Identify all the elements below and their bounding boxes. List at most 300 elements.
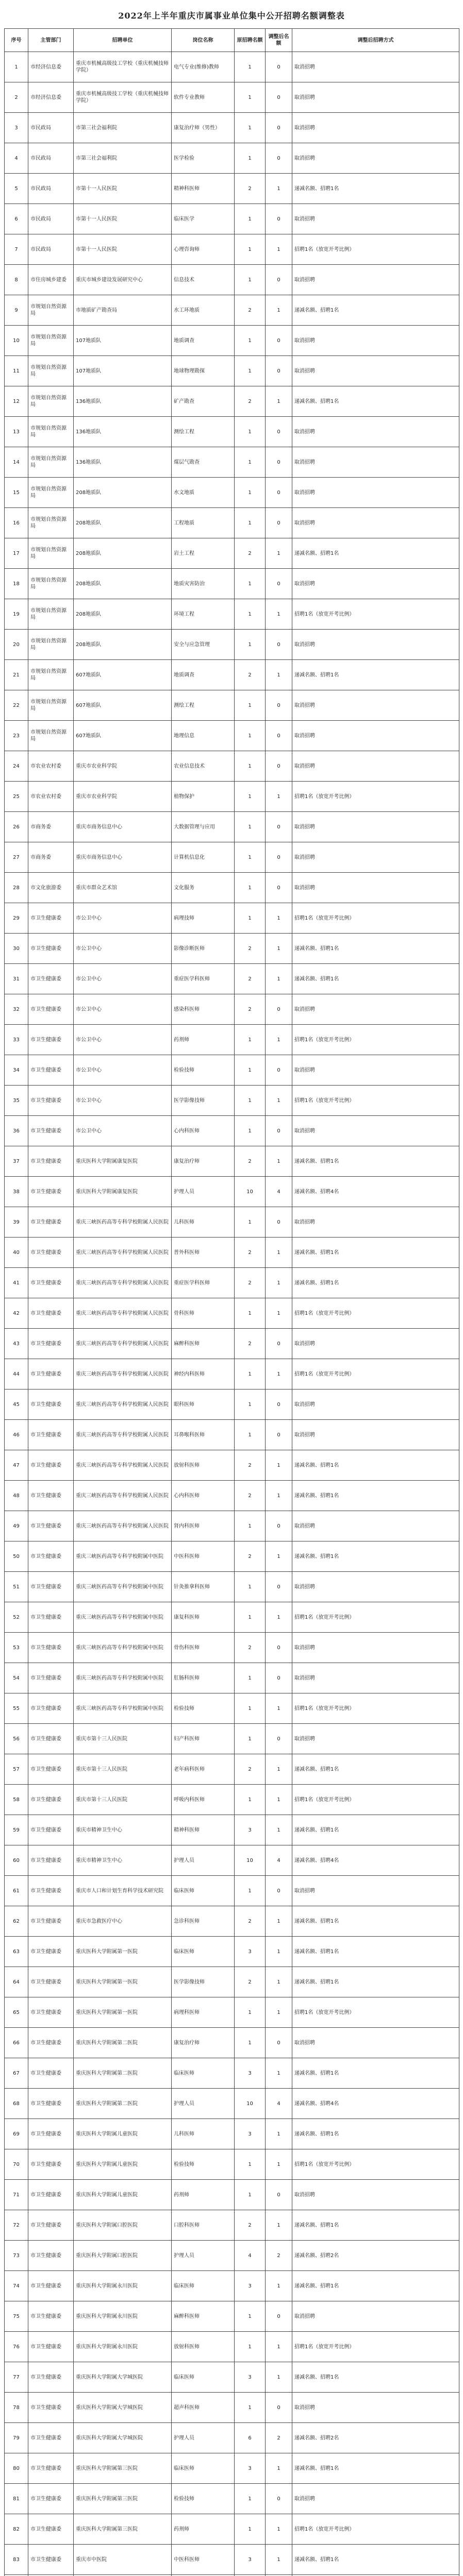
- post-name-cell: 麻醉科医师: [172, 2301, 235, 2332]
- adjusted-quota-cell: 0: [266, 1055, 292, 1086]
- department-cell: 市卫生健康委: [28, 1268, 74, 1298]
- original-quota-cell: 2: [235, 1450, 266, 1481]
- original-quota-cell: 1: [235, 2149, 266, 2180]
- original-quota-cell: 1: [235, 1876, 266, 1906]
- recruiting-unit-cell: 重庆医科大学附属大学城医院: [74, 2393, 172, 2423]
- row-number-cell: 17: [5, 538, 28, 569]
- adjusted-method-cell: 招聘1名（放宽开考比例）: [292, 599, 459, 630]
- recruiting-unit-cell: 市第十一人民医院: [74, 234, 172, 265]
- table-row: [5, 1450, 459, 1481]
- department-cell: 市卫生健康委: [28, 1086, 74, 1116]
- adjusted-quota-cell: 1: [266, 1754, 292, 1785]
- post-name-cell: 临床医师: [172, 1876, 235, 1906]
- adjusted-method-cell: 取消招聘: [292, 1663, 459, 1693]
- post-name-cell: 计算机信息化: [172, 842, 235, 873]
- adjusted-method-cell: 取消招聘: [292, 1055, 459, 1086]
- row-number-cell: 79: [5, 2423, 28, 2453]
- post-name-cell: 普外科医师: [172, 1238, 235, 1268]
- department-cell: 市规划自然资源局: [28, 417, 74, 447]
- original-quota-cell: 1: [235, 782, 266, 812]
- original-quota-cell: 3: [235, 2453, 266, 2484]
- table-row: [5, 417, 459, 447]
- adjusted-quota-cell: 1: [266, 2271, 292, 2301]
- row-number-cell: 3: [5, 113, 28, 143]
- recruiting-unit-cell: 重庆三峡医药高等专科学校附属中医院: [74, 1541, 172, 1572]
- table-row: [5, 1177, 459, 1207]
- adjusted-method-cell: 递减名额、招聘1名: [292, 1754, 459, 1785]
- adjusted-quota-cell: 4: [266, 1845, 292, 1876]
- department-cell: 市卫生健康委: [28, 1207, 74, 1238]
- adjusted-method-cell: 招聘1名（放宽开考比例）: [292, 903, 459, 934]
- adjusted-quota-cell: 1: [266, 599, 292, 630]
- table-row: [5, 1633, 459, 1663]
- recruiting-unit-cell: 重庆医科大学附属永川医院: [74, 2332, 172, 2362]
- row-number-cell: 9: [5, 295, 28, 326]
- table-row: [5, 356, 459, 386]
- table-row: [5, 143, 459, 174]
- post-name-cell: 心理咨询师: [172, 234, 235, 265]
- adjusted-quota-cell: 1: [266, 234, 292, 265]
- row-number-cell: 32: [5, 994, 28, 1025]
- adjusted-quota-cell: 0: [266, 751, 292, 782]
- adjusted-quota-cell: 1: [266, 1997, 292, 2028]
- department-cell: 市卫生健康委: [28, 1541, 74, 1572]
- department-cell: 市卫生健康委: [28, 1572, 74, 1602]
- table-row: [5, 2058, 459, 2089]
- adjusted-method-cell: 取消招聘: [292, 1329, 459, 1359]
- department-cell: 市卫生健康委: [28, 1450, 74, 1481]
- recruiting-unit-cell: 重庆三峡医药高等专科学校附属中医院: [74, 1693, 172, 1724]
- post-name-cell: 医学检验: [172, 143, 235, 174]
- department-cell: 市卫生健康委: [28, 1025, 74, 1055]
- adjusted-quota-cell: 1: [266, 1693, 292, 1724]
- department-cell: 市卫生健康委: [28, 1602, 74, 1633]
- row-number-cell: 29: [5, 903, 28, 934]
- adjusted-quota-cell: 0: [266, 2301, 292, 2332]
- row-number-cell: 53: [5, 1633, 28, 1663]
- original-quota-cell: 1: [235, 2484, 266, 2514]
- row-number-cell: 5: [5, 174, 28, 204]
- table-row: [5, 1785, 459, 1815]
- department-cell: 市卫生健康委: [28, 1389, 74, 1420]
- adjusted-method-cell: 取消招聘: [292, 873, 459, 903]
- row-number-cell: 75: [5, 2301, 28, 2332]
- header-cell: 主管部门: [28, 29, 74, 52]
- recruiting-unit-cell: 208地质队: [74, 508, 172, 538]
- recruiting-unit-cell: 重庆市第十三人民医院: [74, 1754, 172, 1785]
- row-number-cell: 48: [5, 1481, 28, 1511]
- row-number-cell: 65: [5, 1997, 28, 2028]
- department-cell: 市卫生健康委: [28, 1511, 74, 1541]
- adjusted-quota-cell: 1: [266, 1359, 292, 1389]
- original-quota-cell: 1: [235, 417, 266, 447]
- recruiting-unit-cell: 市公卫中心: [74, 1025, 172, 1055]
- row-number-cell: 21: [5, 660, 28, 690]
- adjusted-method-cell: 招聘1名（放宽开考比例）: [292, 234, 459, 265]
- adjusted-method-cell: 递减名额、招聘1名: [292, 1146, 459, 1177]
- department-cell: 市卫生健康委: [28, 2393, 74, 2423]
- post-name-cell: 康复治疗师（男性）: [172, 113, 235, 143]
- row-number-cell: 37: [5, 1146, 28, 1177]
- department-cell: 市规划自然资源局: [28, 447, 74, 478]
- row-number-cell: 15: [5, 478, 28, 508]
- adjusted-quota-cell: 1: [266, 2362, 292, 2393]
- table-row: [5, 1724, 459, 1754]
- original-quota-cell: 2: [235, 1238, 266, 1268]
- table-row: [5, 2393, 459, 2423]
- row-number-cell: 6: [5, 204, 28, 234]
- post-name-cell: 岩土工程: [172, 538, 235, 569]
- department-cell: 市商务委: [28, 842, 74, 873]
- department-cell: 市卫生健康委: [28, 1146, 74, 1177]
- table-row: [5, 873, 459, 903]
- recruiting-unit-cell: 重庆三峡医药高等专科学校附属人民医院: [74, 1511, 172, 1541]
- department-cell: 市规划自然资源局: [28, 295, 74, 326]
- adjusted-quota-cell: 0: [266, 52, 292, 82]
- adjusted-method-cell: 招聘1名（放宽开考比例）: [292, 1785, 459, 1815]
- adjusted-quota-cell: 0: [266, 873, 292, 903]
- table-row: [5, 1845, 459, 1876]
- row-number-cell: 8: [5, 265, 28, 295]
- department-cell: 市卫生健康委: [28, 1815, 74, 1845]
- table-row: [5, 295, 459, 326]
- row-number-cell: 1: [5, 52, 28, 82]
- table-row: [5, 538, 459, 569]
- adjusted-quota-cell: 1: [266, 2545, 292, 2575]
- recruiting-unit-cell: 重庆市农业科学院: [74, 782, 172, 812]
- post-name-cell: 骨科医师: [172, 1298, 235, 1329]
- original-quota-cell: 1: [235, 842, 266, 873]
- table-row: [5, 2332, 459, 2362]
- post-name-cell: 环境工程: [172, 599, 235, 630]
- row-number-cell: 71: [5, 2180, 28, 2210]
- table-row: [5, 1511, 459, 1541]
- table-row: [5, 2545, 459, 2575]
- post-name-cell: 文化服务: [172, 873, 235, 903]
- adjusted-quota-cell: 0: [266, 630, 292, 660]
- original-quota-cell: 1: [235, 1511, 266, 1541]
- adjusted-quota-cell: 0: [266, 721, 292, 751]
- adjusted-quota-cell: 4: [266, 1177, 292, 1207]
- original-quota-cell: 1: [235, 873, 266, 903]
- row-number-cell: 31: [5, 964, 28, 994]
- adjusted-quota-cell: 1: [266, 295, 292, 326]
- department-cell: 市卫生健康委: [28, 1906, 74, 1937]
- table-row: [5, 2149, 459, 2180]
- recruiting-unit-cell: 208地质队: [74, 630, 172, 660]
- post-name-cell: 临床医师: [172, 2058, 235, 2089]
- adjusted-quota-cell: 1: [266, 782, 292, 812]
- original-quota-cell: 1: [235, 478, 266, 508]
- table-row: [5, 994, 459, 1025]
- adjusted-quota-cell: 0: [266, 113, 292, 143]
- original-quota-cell: 2: [235, 2210, 266, 2241]
- post-name-cell: 中医科医师: [172, 1541, 235, 1572]
- original-quota-cell: 2: [235, 1906, 266, 1937]
- adjusted-method-cell: 招聘1名（放宽开考比例）: [292, 1359, 459, 1389]
- adjusted-method-cell: 递减名额、招聘1名: [292, 964, 459, 994]
- adjusted-method-cell: 递减名额、招聘1名: [292, 2271, 459, 2301]
- adjusted-quota-cell: 0: [266, 690, 292, 721]
- department-cell: 市规划自然资源局: [28, 508, 74, 538]
- table-row: [5, 2514, 459, 2545]
- header-cell: 岗位名称: [172, 29, 235, 52]
- row-number-cell: 64: [5, 1967, 28, 1997]
- table-row: [5, 1025, 459, 1055]
- table-row: [5, 1663, 459, 1693]
- adjusted-method-cell: 取消招聘: [292, 204, 459, 234]
- department-cell: 市经济信息委: [28, 82, 74, 113]
- recruiting-unit-cell: 重庆三峡医药高等专科学校附属人民医院: [74, 1389, 172, 1420]
- recruiting-unit-cell: 重庆医科大学附属口腔医院: [74, 2241, 172, 2271]
- original-quota-cell: 2: [235, 964, 266, 994]
- table-row: [5, 2453, 459, 2484]
- adjusted-method-cell: 取消招聘: [292, 721, 459, 751]
- adjusted-quota-cell: 0: [266, 1116, 292, 1146]
- post-name-cell: 检验技师: [172, 2149, 235, 2180]
- original-quota-cell: 1: [235, 721, 266, 751]
- department-cell: 市卫生健康委: [28, 2089, 74, 2119]
- recruiting-unit-cell: 重庆医科大学附属第二医院: [74, 2058, 172, 2089]
- recruiting-unit-cell: 重庆医科大学附属第二医院: [74, 2028, 172, 2058]
- header-cell: 调整后名额: [266, 29, 292, 52]
- post-name-cell: 护理人员: [172, 1845, 235, 1876]
- recruiting-unit-cell: 208地质队: [74, 538, 172, 569]
- row-number-cell: 30: [5, 934, 28, 964]
- original-quota-cell: 1: [235, 204, 266, 234]
- adjusted-quota-cell: 1: [266, 1450, 292, 1481]
- recruiting-unit-cell: 重庆市人口和计划生育科学技术研究院: [74, 1876, 172, 1906]
- adjustment-table: [4, 28, 459, 2576]
- adjusted-method-cell: 递减名额、招聘1名: [292, 2058, 459, 2089]
- original-quota-cell: 2: [235, 660, 266, 690]
- department-cell: 市卫生健康委: [28, 994, 74, 1025]
- adjusted-quota-cell: 0: [266, 1572, 292, 1602]
- post-name-cell: 检验技师: [172, 1693, 235, 1724]
- post-name-cell: 儿科医师: [172, 2119, 235, 2149]
- recruiting-unit-cell: 市第三社会福利院: [74, 143, 172, 174]
- table-row: [5, 1602, 459, 1633]
- row-number-cell: 77: [5, 2362, 28, 2393]
- post-name-cell: 眼科医师: [172, 1389, 235, 1420]
- adjusted-quota-cell: 1: [266, 2149, 292, 2180]
- post-name-cell: 药剂师: [172, 2514, 235, 2545]
- table-row: [5, 1116, 459, 1146]
- row-number-cell: 61: [5, 1876, 28, 1906]
- recruiting-unit-cell: 重庆市城乡建设发展研究中心: [74, 265, 172, 295]
- adjusted-quota-cell: 1: [266, 174, 292, 204]
- recruiting-unit-cell: 重庆三峡医药高等专科学校附属中医院: [74, 1663, 172, 1693]
- table-row: [5, 934, 459, 964]
- row-number-cell: 10: [5, 326, 28, 356]
- post-name-cell: 电气专业(维修)教师: [172, 52, 235, 82]
- table-row: [5, 1997, 459, 2028]
- original-quota-cell: 2: [235, 538, 266, 569]
- table-row: [5, 1481, 459, 1511]
- table-row: [5, 2089, 459, 2119]
- row-number-cell: 7: [5, 234, 28, 265]
- table-row: [5, 782, 459, 812]
- adjusted-quota-cell: 0: [266, 1511, 292, 1541]
- table-row: [5, 447, 459, 478]
- department-cell: 市卫生健康委: [28, 1116, 74, 1146]
- recruiting-unit-cell: 重庆三峡医药高等专科学校附属人民医院: [74, 1207, 172, 1238]
- original-quota-cell: 3: [235, 2119, 266, 2149]
- adjusted-quota-cell: 0: [266, 1876, 292, 1906]
- original-quota-cell: 1: [235, 113, 266, 143]
- table-row: [5, 1420, 459, 1450]
- row-number-cell: 80: [5, 2453, 28, 2484]
- department-cell: 市卫生健康委: [28, 2271, 74, 2301]
- row-number-cell: 22: [5, 690, 28, 721]
- row-number-cell: 45: [5, 1389, 28, 1420]
- recruiting-unit-cell: 重庆三峡医药高等专科学校附属中医院: [74, 1602, 172, 1633]
- original-quota-cell: 2: [235, 174, 266, 204]
- original-quota-cell: 1: [235, 1724, 266, 1754]
- adjusted-method-cell: 招聘1名（放宽开考比例）: [292, 782, 459, 812]
- recruiting-unit-cell: 重庆市第十三人民医院: [74, 1724, 172, 1754]
- row-number-cell: 76: [5, 2332, 28, 2362]
- adjusted-method-cell: 递减名额、招聘2名: [292, 2241, 459, 2271]
- row-number-cell: 2: [5, 82, 28, 113]
- table-row: [5, 2180, 459, 2210]
- recruiting-unit-cell: 607地质队: [74, 721, 172, 751]
- recruiting-unit-cell: 208地质队: [74, 569, 172, 599]
- adjusted-quota-cell: 0: [266, 447, 292, 478]
- recruiting-unit-cell: 重庆三峡医药高等专科学校附属人民医院: [74, 1481, 172, 1511]
- table-row: [5, 52, 459, 82]
- adjusted-quota-cell: 0: [266, 1663, 292, 1693]
- original-quota-cell: 6: [235, 2423, 266, 2453]
- original-quota-cell: 2: [235, 1633, 266, 1663]
- post-name-cell: 感染科医师: [172, 994, 235, 1025]
- original-quota-cell: 1: [235, 690, 266, 721]
- original-quota-cell: 1: [235, 52, 266, 82]
- department-cell: 市卫生健康委: [28, 2453, 74, 2484]
- table-row: [5, 2028, 459, 2058]
- post-name-cell: 病理技师: [172, 903, 235, 934]
- adjusted-method-cell: 取消招聘: [292, 1724, 459, 1754]
- recruiting-unit-cell: 重庆医科大学附属大学城医院: [74, 2362, 172, 2393]
- recruiting-unit-cell: 重庆三峡医药高等专科学校附属人民医院: [74, 1450, 172, 1481]
- row-number-cell: 82: [5, 2514, 28, 2545]
- department-cell: 市文化旅游委: [28, 873, 74, 903]
- row-number-cell: 55: [5, 1693, 28, 1724]
- recruiting-unit-cell: 重庆医科大学附属儿童医院: [74, 2180, 172, 2210]
- original-quota-cell: 1: [235, 356, 266, 386]
- adjusted-quota-cell: 0: [266, 1633, 292, 1663]
- row-number-cell: 50: [5, 1541, 28, 1572]
- original-quota-cell: 1: [235, 1055, 266, 1086]
- recruiting-unit-cell: 市地质矿产勘查局: [74, 295, 172, 326]
- adjusted-method-cell: 取消招聘: [292, 2484, 459, 2514]
- original-quota-cell: 10: [235, 1177, 266, 1207]
- recruiting-unit-cell: 107地质队: [74, 326, 172, 356]
- post-name-cell: 精神科医师: [172, 1815, 235, 1845]
- recruiting-unit-cell: 市公卫中心: [74, 903, 172, 934]
- department-cell: 市卫生健康委: [28, 1481, 74, 1511]
- row-number-cell: 11: [5, 356, 28, 386]
- adjusted-method-cell: 取消招聘: [292, 630, 459, 660]
- adjusted-method-cell: 招聘1名（放宽开考比例）: [292, 1693, 459, 1724]
- recruiting-unit-cell: 市公卫中心: [74, 1086, 172, 1116]
- table-row: [5, 1086, 459, 1116]
- original-quota-cell: 1: [235, 1359, 266, 1389]
- department-cell: 市卫生健康委: [28, 1663, 74, 1693]
- adjusted-quota-cell: 1: [266, 1481, 292, 1511]
- header-cell: 原招聘名额: [235, 29, 266, 52]
- original-quota-cell: 1: [235, 2301, 266, 2332]
- department-cell: 市规划自然资源局: [28, 569, 74, 599]
- department-cell: 市卫生健康委: [28, 2362, 74, 2393]
- recruiting-unit-cell: 重庆医科大学附属康复医院: [74, 1177, 172, 1207]
- post-name-cell: 矿产勘查: [172, 386, 235, 417]
- recruiting-unit-cell: 136地质队: [74, 386, 172, 417]
- table-row: [5, 812, 459, 842]
- recruiting-unit-cell: 重庆市商务信息中心: [74, 842, 172, 873]
- post-name-cell: 呼吸内科医师: [172, 1785, 235, 1815]
- row-number-cell: 70: [5, 2149, 28, 2180]
- original-quota-cell: 1: [235, 1207, 266, 1238]
- post-name-cell: 信息技术: [172, 265, 235, 295]
- department-cell: 市卫生健康委: [28, 1177, 74, 1207]
- adjusted-method-cell: 递减名额、招聘1名: [292, 386, 459, 417]
- row-number-cell: 24: [5, 751, 28, 782]
- post-name-cell: 测绘工程: [172, 690, 235, 721]
- original-quota-cell: 1: [235, 1785, 266, 1815]
- department-cell: 市民政局: [28, 234, 74, 265]
- adjusted-quota-cell: 0: [266, 143, 292, 174]
- row-number-cell: 49: [5, 1511, 28, 1541]
- adjusted-method-cell: 递减名额、招聘4名: [292, 2089, 459, 2119]
- original-quota-cell: 1: [235, 1693, 266, 1724]
- department-cell: 市卫生健康委: [28, 2149, 74, 2180]
- post-name-cell: 康复治疗师: [172, 2028, 235, 2058]
- post-name-cell: 医学影像技师: [172, 1086, 235, 1116]
- department-cell: 市卫生健康委: [28, 1238, 74, 1268]
- recruiting-unit-cell: 重庆市急救医疗中心: [74, 1906, 172, 1937]
- recruiting-unit-cell: 重庆医科大学附属大学城医院: [74, 2423, 172, 2453]
- adjusted-quota-cell: 1: [266, 1906, 292, 1937]
- adjusted-method-cell: 递减名额、招聘1名: [292, 2362, 459, 2393]
- table-row: [5, 113, 459, 143]
- original-quota-cell: 1: [235, 2514, 266, 2545]
- adjusted-method-cell: 取消招聘: [292, 2393, 459, 2423]
- department-cell: 市卫生健康委: [28, 2514, 74, 2545]
- row-number-cell: 56: [5, 1724, 28, 1754]
- table-row: [5, 174, 459, 204]
- department-cell: 市规划自然资源局: [28, 478, 74, 508]
- adjusted-quota-cell: 1: [266, 2119, 292, 2149]
- table-row: [5, 1146, 459, 1177]
- recruiting-unit-cell: 重庆市群众艺术馆: [74, 873, 172, 903]
- original-quota-cell: 2: [235, 1268, 266, 1298]
- original-quota-cell: 1: [235, 1116, 266, 1146]
- row-number-cell: 14: [5, 447, 28, 478]
- original-quota-cell: 2: [235, 1967, 266, 1997]
- row-number-cell: 16: [5, 508, 28, 538]
- department-cell: 市商务委: [28, 812, 74, 842]
- post-name-cell: 心内科医师: [172, 1116, 235, 1146]
- adjusted-method-cell: 取消招聘: [292, 569, 459, 599]
- original-quota-cell: 2: [235, 1329, 266, 1359]
- row-number-cell: 62: [5, 1906, 28, 1937]
- row-number-cell: 47: [5, 1450, 28, 1481]
- post-name-cell: 儿科医师: [172, 1207, 235, 1238]
- post-name-cell: 肛肠科医师: [172, 1663, 235, 1693]
- recruiting-unit-cell: 136地质队: [74, 417, 172, 447]
- adjusted-method-cell: 取消招聘: [292, 1572, 459, 1602]
